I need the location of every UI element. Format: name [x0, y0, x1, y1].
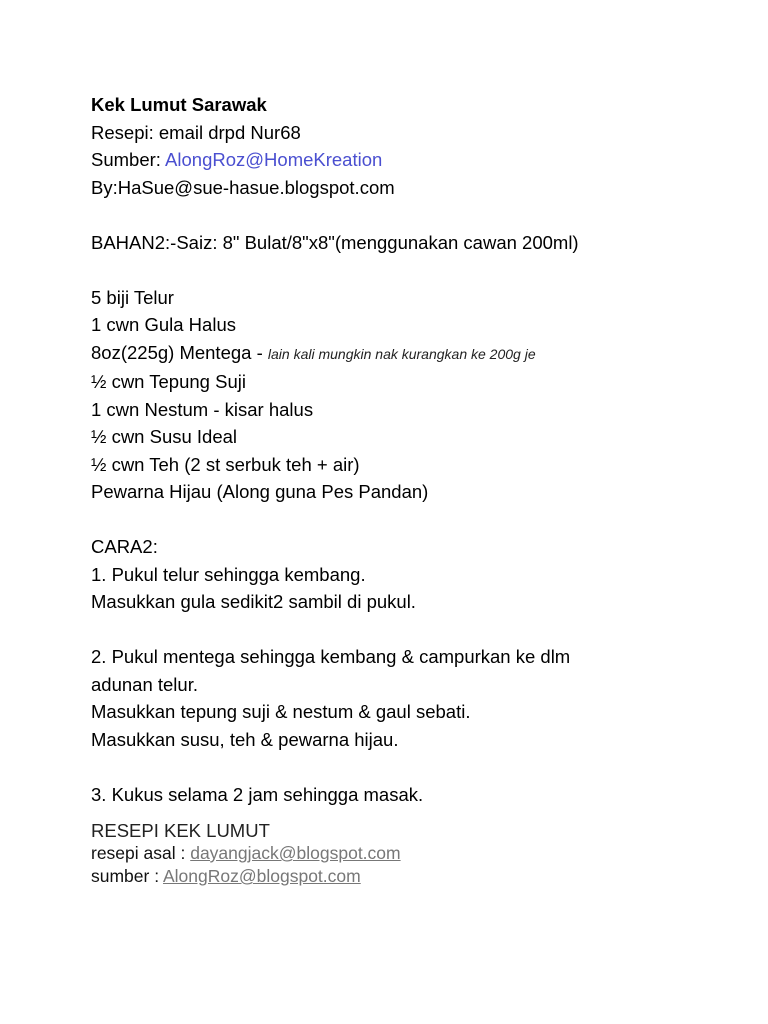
step-line: Masukkan susu, teh & pewarna hijau.: [91, 728, 399, 750]
sumber-prefix: Sumber:: [91, 149, 166, 170]
recipe-document: [91, 91, 731, 888]
sumber-link[interactable]: AlongRoz@HomeKreation: [165, 149, 383, 170]
bahan-heading: BAHAN2:-Saiz: 8" Bulat/8"x8"(menggunakan cawan 200ml): [91, 231, 579, 253]
footer-heading: RESEPI KEK LUMUT: [91, 820, 270, 841]
recipe-title: Kek Lumut Sarawak: [91, 94, 267, 115]
ingredient-item: 1 cwn Gula Halus: [91, 314, 236, 335]
footer-sumber-link[interactable]: AlongRoz@blogspot.com: [162, 866, 361, 886]
ingredient-item: ½ cwn Susu Ideal: [91, 426, 238, 447]
ingredient-note: lain kali mungkin nak kurangkan ke 200g je: [267, 345, 536, 362]
by-line: By:HaSue@sue-hasue.blogspot.com: [91, 176, 395, 198]
asal-prefix: resepi asal :: [91, 843, 191, 863]
spacer: [91, 753, 731, 781]
footer-sumber-line: [91, 865, 731, 888]
ingredient-item: 1 cwn Nestum - kisar halus: [91, 398, 314, 420]
spacer: [91, 256, 731, 284]
step-line: Masukkan gula sedikit2 sambil di pukul.: [91, 591, 416, 612]
ingredient-item: [91, 339, 731, 369]
step-line: 2. Pukul mentega sehingga kembang & campurkan ke dlm: [91, 646, 571, 667]
step-line: Masukkan tepung suji & nestum & gaul sebati.: [91, 701, 471, 722]
spacer: [91, 616, 731, 644]
footer-sumber-prefix: sumber :: [91, 866, 163, 886]
ingredient-item: ½ cwn Teh (2 st serbuk teh + air): [91, 453, 360, 475]
resepi-line: Resepi: email drpd Nur68: [91, 121, 301, 143]
ingredient-main: 8oz(225g) Mentega -: [91, 341, 268, 363]
spacer: [91, 201, 731, 229]
spacer: [91, 506, 731, 534]
resepi-asal-line: [91, 842, 731, 865]
ingredient-item: ½ cwn Tepung Suji: [91, 371, 246, 392]
asal-link[interactable]: dayangjack@blogspot.com: [190, 843, 401, 863]
sumber-line: [91, 146, 731, 174]
cara-heading: CARA2:: [91, 536, 158, 557]
ingredient-item: 5 biji Telur: [91, 286, 174, 308]
step-line: 3. Kukus selama 2 jam sehingga masak.: [91, 783, 424, 805]
ingredient-item: Pewarna Hijau (Along guna Pes Pandan): [91, 481, 429, 502]
step-line: 1. Pukul telur sehingga kembang.: [91, 563, 366, 585]
step-line: adunan telur.: [91, 673, 198, 695]
